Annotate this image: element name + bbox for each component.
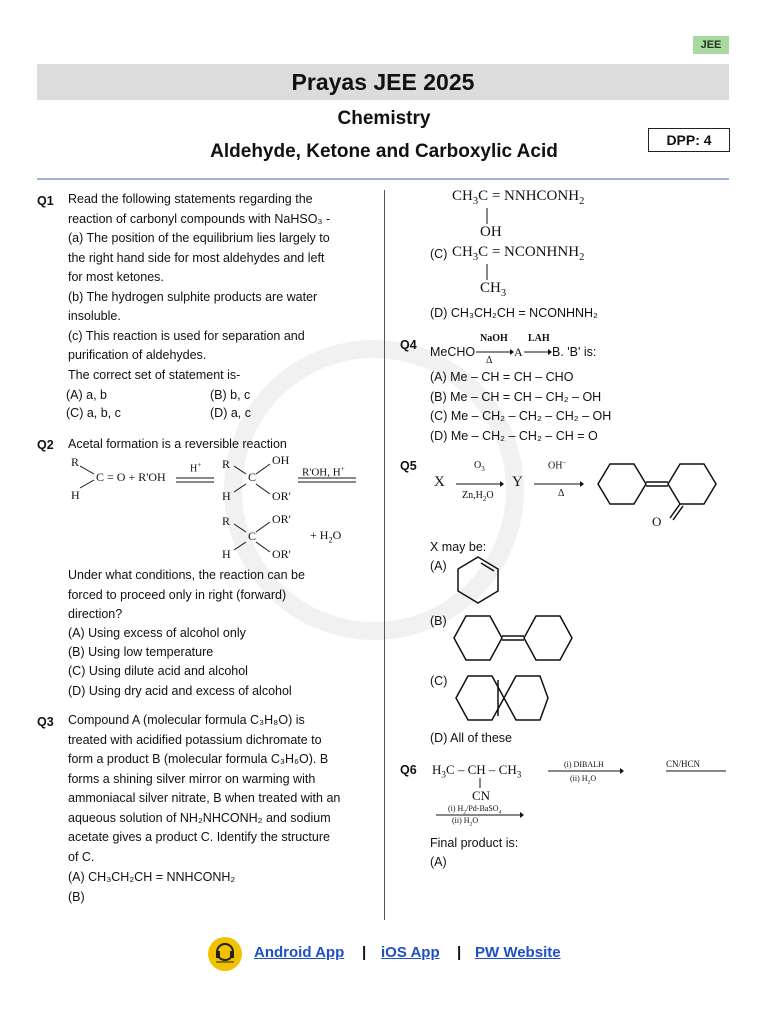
pw-website-link[interactable]: PW Website bbox=[475, 944, 561, 961]
q3-option-a[interactable]: (A) CH₃CH₂CH = NNHCONH₂ bbox=[68, 870, 236, 884]
q1-line: (c) This reaction is used for separation and bbox=[68, 328, 305, 343]
q1-line: (a) The position of the equilibrium lies largely to bbox=[68, 231, 330, 245]
q4-number: Q4 bbox=[400, 338, 417, 352]
q5-option-b[interactable]: (B) bbox=[430, 614, 447, 628]
footer-separator: | bbox=[362, 944, 367, 961]
q3-option-d[interactable]: (D) CH₃CH₂CH = NCONHNH₂ bbox=[430, 306, 598, 320]
footer-separator: | bbox=[457, 944, 462, 961]
q3-line: treated with acidified potassium dichromate to bbox=[68, 732, 322, 747]
q2-option-b[interactable]: (B) Using low temperature bbox=[68, 645, 214, 659]
q2-line: direction? bbox=[68, 607, 123, 621]
q1-line: for most ketones. bbox=[68, 270, 164, 284]
bicyclohexylidene-structure bbox=[452, 612, 576, 664]
q6-option-a[interactable]: (A) bbox=[430, 855, 447, 869]
q6-reaction-scheme: $H_3C$ – CH – $CH_3$ CN (i) DIBALH (ii) $H_2O$ CN/HCN (i) $H_2/Pd-BaSO_4$ (ii) $H_2O$ bbox=[432, 759, 701, 828]
q2-number: Q2 bbox=[37, 438, 54, 452]
q4-option-b[interactable]: (B) Me – CH = CH – CH₂ – OH bbox=[430, 390, 602, 404]
q1-option-d[interactable]: (D) a, c bbox=[210, 406, 251, 420]
q2-line: Under what conditions, the reaction can be bbox=[68, 568, 305, 582]
android-app-link[interactable]: Android App bbox=[254, 944, 345, 961]
q1-line: Read the following statements regarding the bbox=[68, 192, 313, 206]
octalin-structure bbox=[452, 670, 552, 726]
q1-text bbox=[68, 190, 368, 385]
q2-line: forced to proceed only in right (forward) bbox=[68, 587, 287, 602]
q6-final-product: Final product is: bbox=[430, 836, 519, 850]
cyclohexene-structure bbox=[452, 555, 504, 605]
exam-tag: JEE bbox=[693, 36, 729, 54]
q3-line: of C. bbox=[68, 849, 95, 864]
page-title: Prayas JEE 2025 bbox=[37, 64, 729, 100]
q3-option-b[interactable]: (B) bbox=[68, 890, 85, 904]
subject-heading: Chemistry bbox=[337, 108, 431, 129]
q5-number: Q5 bbox=[400, 459, 417, 473]
q1-line: reaction of carbonyl compounds with NaHSO₃ - bbox=[68, 211, 331, 226]
q3-option-b-structure: $CH_3C$ = $NNHCONH_2$ OH bbox=[452, 188, 585, 240]
q1-option-b[interactable]: (B) b, c bbox=[210, 388, 251, 402]
q1-line: The correct set of statement is- bbox=[68, 367, 241, 382]
q3-option-c[interactable]: (C) bbox=[430, 247, 448, 261]
q3-line: aqueous solution of NH₂NHCONH₂ and sodium bbox=[68, 810, 331, 825]
q2-option-a[interactable]: (A) Using excess of alcohol only bbox=[68, 626, 246, 640]
header-divider bbox=[37, 178, 729, 180]
q4-option-c[interactable]: (C) Me – CH₂ – CH₂ – CH₂ – OH bbox=[430, 409, 612, 423]
q5-option-c[interactable]: (C) bbox=[430, 674, 448, 688]
q3-option-c-structure: $CH_3C$ = $NCONHNH_2$ $CH_3$ bbox=[452, 244, 585, 299]
ios-app-link[interactable]: iOS App bbox=[381, 944, 440, 961]
q4-option-a[interactable]: (A) Me – CH = CH – CHO bbox=[430, 370, 574, 384]
q1-line: (b) The hydrogen sulphite products are water bbox=[68, 289, 318, 304]
q1-option-a[interactable]: (A) a, b bbox=[66, 388, 107, 402]
q4-reaction-arrows: NaOH Δ A LAH bbox=[472, 333, 552, 367]
q2-option-d[interactable]: (D) Using dry acid and excess of alcohol bbox=[68, 684, 292, 698]
dpp-badge: DPP: 4 bbox=[648, 128, 730, 152]
q1-number: Q1 bbox=[37, 194, 54, 208]
chapter-heading: Aldehyde, Ketone and Carboxylic Acid bbox=[210, 141, 558, 162]
q4-option-d[interactable]: (D) Me – CH₂ – CH₂ – CH = O bbox=[430, 429, 598, 443]
q3-line: forms a shining silver mirror on warming with bbox=[68, 771, 316, 786]
q5-may-be: X may be: bbox=[430, 540, 487, 554]
q6-number: Q6 bbox=[400, 763, 417, 777]
q2-option-c[interactable]: (C) Using dilute acid and alcohol bbox=[68, 664, 248, 678]
q2-text bbox=[68, 566, 368, 625]
column-divider bbox=[384, 190, 385, 920]
q5-reaction-scheme: X $O_3$ $Zn,H_2O$ Y OH– Δ O bbox=[430, 456, 730, 536]
q4-stem-end: B. 'B' is: bbox=[552, 345, 597, 359]
q5-option-d[interactable]: (D) All of these bbox=[430, 731, 512, 745]
q3-number: Q3 bbox=[37, 715, 54, 729]
q3-line: form a product B (molecular formula C₃H₆O). B bbox=[68, 752, 329, 766]
q5-option-a[interactable]: (A) bbox=[430, 559, 447, 573]
q1-line: insoluble. bbox=[68, 309, 121, 323]
q1-line: the right hand side for most aldehydes and left bbox=[68, 250, 325, 265]
customer-service-logo bbox=[208, 937, 242, 971]
q1-option-c[interactable]: (C) a, b, c bbox=[66, 406, 121, 420]
q2-stem: Acetal formation is a reversible reaction bbox=[68, 437, 287, 451]
q1-line: purification of aldehydes. bbox=[68, 348, 207, 362]
acetal-reaction-diagram: R H C = O + R'OH H+ R C H OH OR' R'OH, H+ R C H OR' OR' + $H_2O$ bbox=[71, 453, 345, 561]
q3-line: ammoniacal silver nitrate, B when treated with an bbox=[68, 791, 341, 805]
q3-text bbox=[68, 711, 373, 867]
q3-line: acetate gives a product C. Identify the structure bbox=[68, 830, 330, 844]
q4-stem: MeCHO bbox=[430, 345, 476, 359]
q3-line: Compound A (molecular formula C₃H₈O) is bbox=[68, 713, 305, 727]
